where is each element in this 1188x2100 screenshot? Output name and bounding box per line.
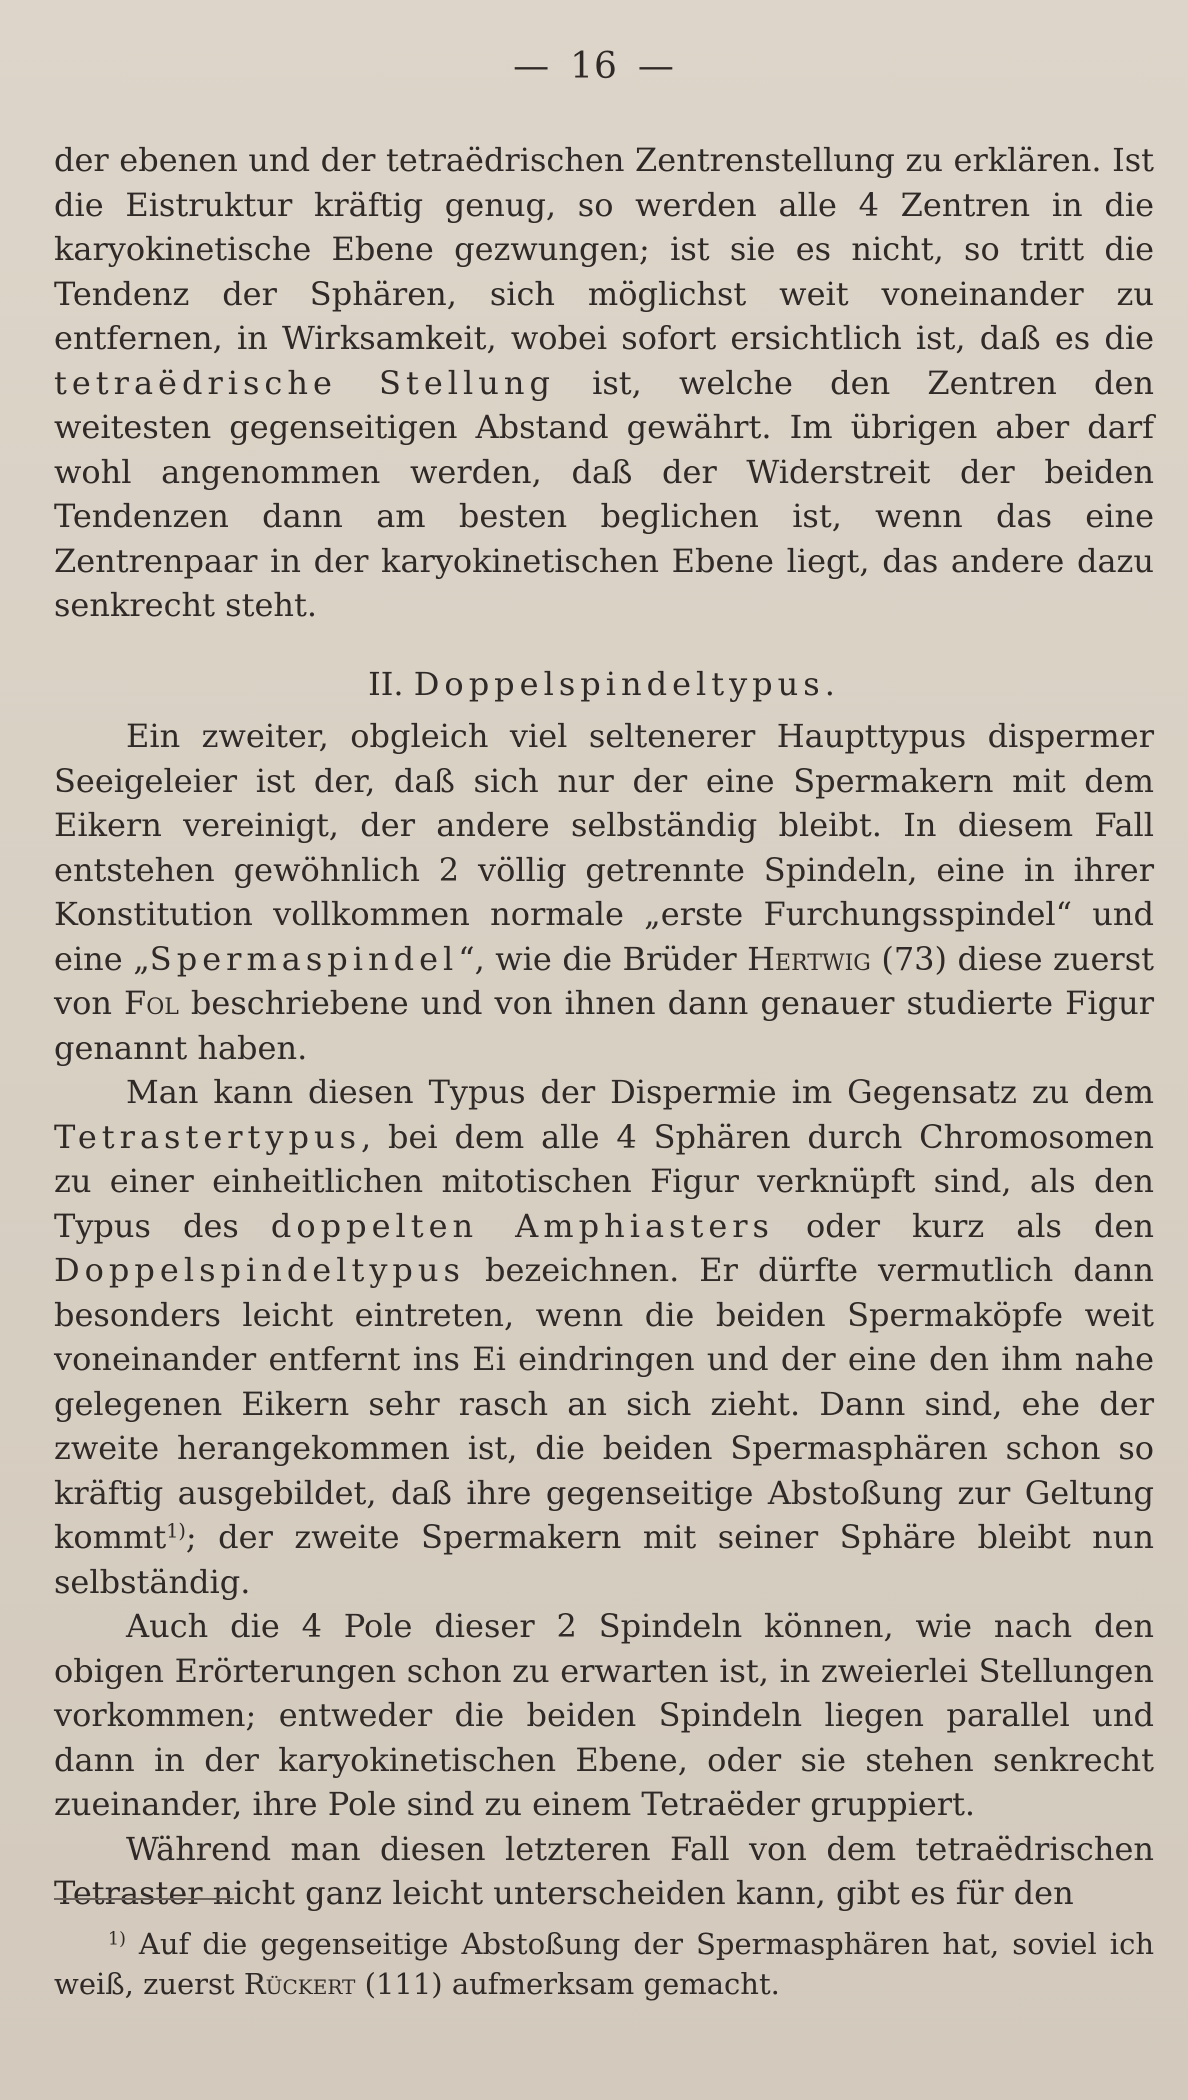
emphasis-doppelspindeltypus: Doppelspindeltypus (54, 1251, 465, 1289)
paragraph-5: Während man diesen letzteren Fall von dem tetraëdrischen Tetraster nicht ganz leicht unterscheiden kann, gibt es für den (54, 1829, 1154, 1912)
author-name-hertwig: Hertwig (747, 939, 871, 978)
footnote-text-cont: (111) aufmerksam gemacht. (355, 1967, 780, 2001)
paragraph-1-text: der ebenen und der tetraëdrischen Zentrenstellung zu erklären. Ist die Eistruktur kräftig genug, so werden alle 4 Zentren in die karyokinetische Ebene gezwungen; ist sie es nicht, so tritt die Tendenz der Sphären, sich möglichst weit voneinander zu entfernen, in Wirksamkeit, wobei sofort ersichtlich ist, daß es die (54, 141, 1154, 357)
paragraph-2-text-cont-2: (73) diese zuerst von (54, 939, 1155, 1022)
footnote (54, 1924, 1154, 2004)
footnote-paragraph (54, 1924, 1154, 2004)
section-title: Doppelspindeltypus. (413, 664, 840, 703)
footnote-text: Auf die gegenseitige Abstoßung der Spermasphären hat, soviel ich weiß, zuerst (54, 1927, 1154, 2001)
paragraph-3-text-cont: , bei dem alle 4 Sphären durch Chromosomen zu einer einheitlichen mitotischen Figur verknüpft sind, als den Typus des (54, 1117, 1154, 1245)
page-number-dash-right: — (637, 46, 675, 87)
emphasis-tetrastertypus: Tetrastertypus (54, 1117, 361, 1156)
paragraph-1 (54, 138, 1154, 628)
section-heading (54, 662, 1154, 707)
paragraph-3-text-cont-3: bezeichnen. Er dürfte vermutlich dann besonders leicht eintreten, wenn die beiden Spermaköpfe weit voneinander entfernt ins Ei eindringen und der eine den ihm nahe gelegenen Eikern sehr rasch an sich zieht. Dann sind, ehe der zweite herangekommen ist, die beiden Spermasphären schon so kräftig ausgebildet, daß ihre gegenseitige Abstoßung zur Geltung kommt (54, 1251, 1154, 1556)
paragraph-1-text-cont: ist, welche den Zentren den weitesten gegenseitigen Abstand gewährt. Im übrigen aber darf wohl angenommen werden, daß der Widerstreit der beiden Tendenzen dann am besten beglichen ist, wenn das eine Zentrenpaar in der karyokinetischen Ebene liegt, das andere dazu senkrecht steht. (54, 363, 1155, 624)
page-number-value: 16 (570, 46, 618, 87)
paragraph-4: Auch die 4 Pole dieser 2 Spindeln können, wie nach den obigen Erörterungen schon zu erwarten ist, in zweierlei Stellungen vorkommen; entweder die beiden Spindeln liegen parallel und dann in der karyokinetischen Ebene, oder sie stehen senkrecht zueinander, ihre Pole sind zu einem Tetraëder gruppiert. (54, 1607, 1154, 1823)
paragraph-3-text-cont-4: ; der zweite Spermakern mit seiner Sphäre bleibt nun selbständig. (54, 1518, 1154, 1601)
paragraph-3-text: Man kann diesen Typus der Dispermie im Gegensatz zu dem (126, 1073, 1154, 1111)
emphasis-spermaspindel: Spermaspindel (149, 939, 459, 978)
footnote-reference[interactable]: 1) (166, 1519, 186, 1543)
paragraph-3-text-cont-2: oder kurz als den (773, 1206, 1154, 1245)
footnote-divider (54, 1898, 234, 1900)
author-name-rueckert: Rückert (243, 1967, 356, 2001)
paragraph-2-text: Ein zweiter, obgleich viel seltenerer Haupttypus dispermer Seeigeleier ist der, daß sich nur der eine Spermakern mit dem Eikern vereinigt, der andere selbständig bleibt. In diesem Fall entstehen gewöhnlich 2 völlig getrennte Spindeln, eine in ihrer Konstitution vollkommen normale „erste Furchungsspindel“ und eine „ (54, 717, 1154, 978)
paragraph-2-text-cont-3: beschriebene und von ihnen dann genauer studierte Figur genannt haben. (54, 984, 1155, 1067)
author-name-fol: Fol (124, 984, 179, 1022)
paragraph-2 (54, 714, 1154, 1070)
page-number-dash-left: — (513, 46, 551, 87)
body-text (54, 138, 1154, 1916)
emphasis-tetraedrische-stellung: tetraëdrische Stellung (54, 363, 555, 402)
paragraph-3 (54, 1070, 1154, 1604)
page-number (0, 46, 1188, 87)
footnote-marker: 1) (108, 1929, 126, 1950)
emphasis-doppelten-amphiasters: doppelten Amphiasters (270, 1206, 774, 1245)
paragraph-2-text-cont: “, wie die Brüder (458, 939, 748, 978)
section-numeral: II. (368, 664, 404, 703)
